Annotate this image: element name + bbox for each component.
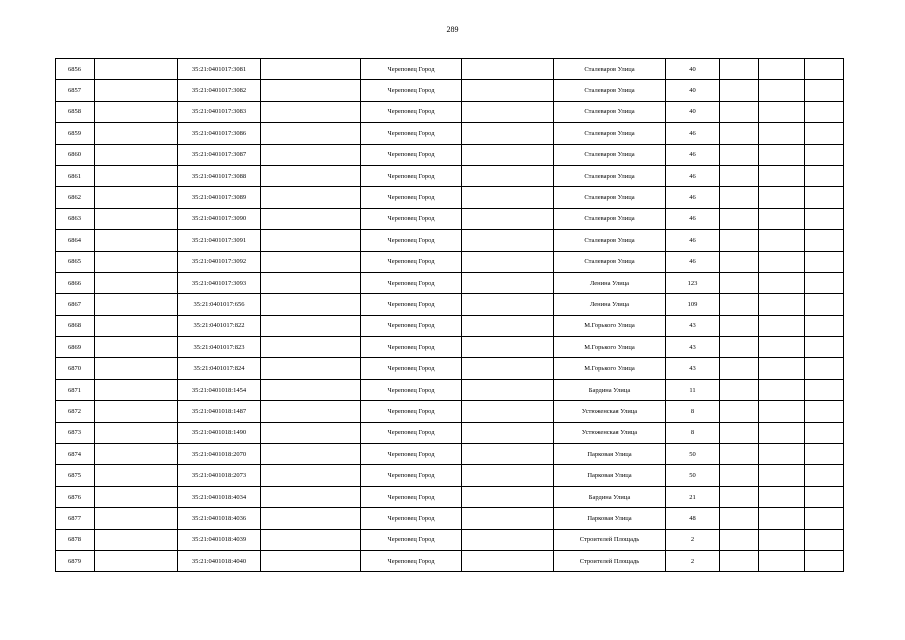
empty-cell <box>805 529 844 550</box>
table-row <box>56 315 844 336</box>
empty-cell <box>95 508 178 529</box>
cadastral-number-cell: 35:21:0401018:4036 <box>178 508 261 529</box>
empty-cell <box>462 59 554 80</box>
empty-cell <box>261 123 361 144</box>
empty-cell <box>720 508 759 529</box>
row-number-cell: 6879 <box>56 550 95 571</box>
empty-cell <box>261 101 361 122</box>
empty-cell <box>95 315 178 336</box>
empty-cell <box>805 165 844 186</box>
city-cell: Череповец Город <box>361 59 462 80</box>
empty-cell <box>95 144 178 165</box>
empty-cell <box>720 230 759 251</box>
empty-cell <box>805 251 844 272</box>
street-cell: Ленина Улица <box>554 294 666 315</box>
empty-cell <box>261 401 361 422</box>
row-number-cell: 6859 <box>56 123 95 144</box>
street-cell: Устюженская Улица <box>554 422 666 443</box>
empty-cell <box>95 465 178 486</box>
empty-cell <box>95 337 178 358</box>
city-cell: Череповец Город <box>361 508 462 529</box>
empty-cell <box>95 379 178 400</box>
empty-cell <box>720 379 759 400</box>
empty-cell <box>261 59 361 80</box>
table-row <box>56 294 844 315</box>
empty-cell <box>759 486 805 507</box>
table-row <box>56 508 844 529</box>
table-row <box>56 529 844 550</box>
empty-cell <box>95 123 178 144</box>
empty-cell <box>720 80 759 101</box>
street-cell: Сталеваров Улица <box>554 208 666 229</box>
house-number-cell: 48 <box>666 508 720 529</box>
row-number-cell: 6862 <box>56 187 95 208</box>
empty-cell <box>759 101 805 122</box>
city-cell: Череповец Город <box>361 230 462 251</box>
empty-cell <box>805 294 844 315</box>
empty-cell <box>759 272 805 293</box>
city-cell: Череповец Город <box>361 529 462 550</box>
table-row <box>56 101 844 122</box>
house-number-cell: 46 <box>666 165 720 186</box>
empty-cell <box>805 208 844 229</box>
table-row <box>56 444 844 465</box>
empty-cell <box>720 251 759 272</box>
table-row <box>56 550 844 571</box>
street-cell: Бардина Улица <box>554 379 666 400</box>
empty-cell <box>462 315 554 336</box>
empty-cell <box>462 508 554 529</box>
cadastral-number-cell: 35:21:0401018:1490 <box>178 422 261 443</box>
table-row <box>56 59 844 80</box>
empty-cell <box>261 272 361 293</box>
cadastral-number-cell: 35:21:0401017:3088 <box>178 165 261 186</box>
empty-cell <box>805 508 844 529</box>
empty-cell <box>805 422 844 443</box>
city-cell: Череповец Город <box>361 401 462 422</box>
house-number-cell: 43 <box>666 358 720 379</box>
empty-cell <box>720 123 759 144</box>
street-cell: Парковая Улица <box>554 444 666 465</box>
cadastral-number-cell: 35:21:0401017:3081 <box>178 59 261 80</box>
empty-cell <box>720 272 759 293</box>
empty-cell <box>759 208 805 229</box>
empty-cell <box>720 550 759 571</box>
empty-cell <box>805 144 844 165</box>
house-number-cell: 46 <box>666 144 720 165</box>
house-number-cell: 8 <box>666 422 720 443</box>
street-cell: Сталеваров Улица <box>554 80 666 101</box>
empty-cell <box>95 550 178 571</box>
empty-cell <box>720 101 759 122</box>
page-number: 289 <box>446 25 459 34</box>
street-cell: Парковая Улица <box>554 465 666 486</box>
table-row <box>56 208 844 229</box>
cadastral-number-cell: 35:21:0401018:4040 <box>178 550 261 571</box>
street-cell: М.Горького Улица <box>554 315 666 336</box>
empty-cell <box>95 187 178 208</box>
city-cell: Череповец Город <box>361 187 462 208</box>
empty-cell <box>720 358 759 379</box>
empty-cell <box>95 294 178 315</box>
city-cell: Череповец Город <box>361 358 462 379</box>
cadastral-number-cell: 35:21:0401017:3086 <box>178 123 261 144</box>
cadastral-number-cell: 35:21:0401017:3089 <box>178 187 261 208</box>
registry-body <box>56 59 844 572</box>
street-cell: Парковая Улица <box>554 508 666 529</box>
table-row <box>56 379 844 400</box>
empty-cell <box>805 465 844 486</box>
cadastral-number-cell: 35:21:0401017:3083 <box>178 101 261 122</box>
row-number-cell: 6863 <box>56 208 95 229</box>
street-cell: Ленина Улица <box>554 272 666 293</box>
row-number-cell: 6865 <box>56 251 95 272</box>
empty-cell <box>95 401 178 422</box>
city-cell: Череповец Город <box>361 272 462 293</box>
empty-cell <box>261 379 361 400</box>
empty-cell <box>805 401 844 422</box>
cadastral-number-cell: 35:21:0401017:823 <box>178 337 261 358</box>
house-number-cell: 43 <box>666 315 720 336</box>
empty-cell <box>805 486 844 507</box>
table-row <box>56 422 844 443</box>
cadastral-number-cell: 35:21:0401017:3090 <box>178 208 261 229</box>
empty-cell <box>805 230 844 251</box>
street-cell: Устюженская Улица <box>554 401 666 422</box>
table-row <box>56 165 844 186</box>
house-number-cell: 2 <box>666 529 720 550</box>
empty-cell <box>462 337 554 358</box>
empty-cell <box>462 165 554 186</box>
city-cell: Череповец Город <box>361 337 462 358</box>
table-row <box>56 337 844 358</box>
row-number-cell: 6857 <box>56 80 95 101</box>
cadastral-number-cell: 35:21:0401017:822 <box>178 315 261 336</box>
empty-cell <box>759 230 805 251</box>
registry-table <box>55 58 844 572</box>
cadastral-number-cell: 35:21:0401018:2073 <box>178 465 261 486</box>
street-cell: Сталеваров Улица <box>554 144 666 165</box>
empty-cell <box>261 294 361 315</box>
empty-cell <box>720 59 759 80</box>
house-number-cell: 40 <box>666 59 720 80</box>
empty-cell <box>759 165 805 186</box>
empty-cell <box>462 101 554 122</box>
city-cell: Череповец Город <box>361 294 462 315</box>
empty-cell <box>95 80 178 101</box>
street-cell: Строителей Площадь <box>554 529 666 550</box>
empty-cell <box>805 80 844 101</box>
house-number-cell: 40 <box>666 80 720 101</box>
cadastral-number-cell: 35:21:0401017:824 <box>178 358 261 379</box>
empty-cell <box>95 251 178 272</box>
city-cell: Череповец Город <box>361 550 462 571</box>
row-number-cell: 6860 <box>56 144 95 165</box>
empty-cell <box>759 337 805 358</box>
street-cell: Сталеваров Улица <box>554 101 666 122</box>
empty-cell <box>759 529 805 550</box>
cadastral-number-cell: 35:21:0401018:1487 <box>178 401 261 422</box>
row-number-cell: 6878 <box>56 529 95 550</box>
street-cell: Бардина Улица <box>554 486 666 507</box>
cadastral-number-cell: 35:21:0401017:656 <box>178 294 261 315</box>
row-number-cell: 6874 <box>56 444 95 465</box>
empty-cell <box>759 144 805 165</box>
empty-cell <box>261 444 361 465</box>
empty-cell <box>261 529 361 550</box>
house-number-cell: 46 <box>666 123 720 144</box>
street-cell: М.Горького Улица <box>554 358 666 379</box>
empty-cell <box>805 101 844 122</box>
cadastral-number-cell: 35:21:0401018:4039 <box>178 529 261 550</box>
city-cell: Череповец Город <box>361 422 462 443</box>
row-number-cell: 6866 <box>56 272 95 293</box>
empty-cell <box>462 358 554 379</box>
empty-cell <box>261 251 361 272</box>
empty-cell <box>261 422 361 443</box>
city-cell: Череповец Город <box>361 165 462 186</box>
empty-cell <box>261 550 361 571</box>
row-number-cell: 6877 <box>56 508 95 529</box>
street-cell: Сталеваров Улица <box>554 123 666 144</box>
row-number-cell: 6873 <box>56 422 95 443</box>
empty-cell <box>805 358 844 379</box>
empty-cell <box>759 379 805 400</box>
empty-cell <box>805 444 844 465</box>
empty-cell <box>805 59 844 80</box>
empty-cell <box>261 315 361 336</box>
cadastral-number-cell: 35:21:0401017:3082 <box>178 80 261 101</box>
city-cell: Череповец Город <box>361 144 462 165</box>
row-number-cell: 6871 <box>56 379 95 400</box>
table-row <box>56 251 844 272</box>
empty-cell <box>759 59 805 80</box>
empty-cell <box>720 486 759 507</box>
empty-cell <box>261 337 361 358</box>
empty-cell <box>462 80 554 101</box>
street-cell: Сталеваров Улица <box>554 165 666 186</box>
empty-cell <box>462 486 554 507</box>
house-number-cell: 11 <box>666 379 720 400</box>
house-number-cell: 50 <box>666 465 720 486</box>
empty-cell <box>720 165 759 186</box>
empty-cell <box>462 444 554 465</box>
empty-cell <box>462 401 554 422</box>
street-cell: М.Горького Улица <box>554 337 666 358</box>
row-number-cell: 6876 <box>56 486 95 507</box>
empty-cell <box>720 401 759 422</box>
empty-cell <box>261 187 361 208</box>
table-row <box>56 486 844 507</box>
row-number-cell: 6872 <box>56 401 95 422</box>
table-row <box>56 358 844 379</box>
empty-cell <box>759 401 805 422</box>
street-cell: Строителей Площадь <box>554 550 666 571</box>
house-number-cell: 46 <box>666 187 720 208</box>
city-cell: Череповец Город <box>361 486 462 507</box>
city-cell: Череповец Город <box>361 101 462 122</box>
city-cell: Череповец Город <box>361 465 462 486</box>
city-cell: Череповец Город <box>361 251 462 272</box>
table-row <box>56 230 844 251</box>
empty-cell <box>759 444 805 465</box>
row-number-cell: 6875 <box>56 465 95 486</box>
row-number-cell: 6867 <box>56 294 95 315</box>
empty-cell <box>462 529 554 550</box>
table-row <box>56 123 844 144</box>
empty-cell <box>462 187 554 208</box>
empty-cell <box>462 294 554 315</box>
cadastral-number-cell: 35:21:0401017:3087 <box>178 144 261 165</box>
house-number-cell: 2 <box>666 550 720 571</box>
empty-cell <box>720 529 759 550</box>
house-number-cell: 46 <box>666 251 720 272</box>
street-cell: Сталеваров Улица <box>554 230 666 251</box>
empty-cell <box>462 272 554 293</box>
empty-cell <box>95 422 178 443</box>
empty-cell <box>805 315 844 336</box>
empty-cell <box>759 550 805 571</box>
empty-cell <box>759 358 805 379</box>
city-cell: Череповец Город <box>361 123 462 144</box>
city-cell: Череповец Город <box>361 444 462 465</box>
empty-cell <box>95 358 178 379</box>
empty-cell <box>462 465 554 486</box>
row-number-cell: 6870 <box>56 358 95 379</box>
street-cell: Сталеваров Улица <box>554 187 666 208</box>
empty-cell <box>720 294 759 315</box>
empty-cell <box>805 272 844 293</box>
table-row <box>56 272 844 293</box>
house-number-cell: 46 <box>666 230 720 251</box>
cadastral-number-cell: 35:21:0401017:3093 <box>178 272 261 293</box>
empty-cell <box>720 144 759 165</box>
empty-cell <box>261 508 361 529</box>
row-number-cell: 6864 <box>56 230 95 251</box>
house-number-cell: 123 <box>666 272 720 293</box>
house-number-cell: 46 <box>666 208 720 229</box>
row-number-cell: 6868 <box>56 315 95 336</box>
house-number-cell: 50 <box>666 444 720 465</box>
empty-cell <box>759 465 805 486</box>
empty-cell <box>805 379 844 400</box>
empty-cell <box>462 550 554 571</box>
city-cell: Череповец Город <box>361 379 462 400</box>
city-cell: Череповец Город <box>361 208 462 229</box>
row-number-cell: 6858 <box>56 101 95 122</box>
house-number-cell: 43 <box>666 337 720 358</box>
empty-cell <box>261 358 361 379</box>
empty-cell <box>720 208 759 229</box>
empty-cell <box>720 465 759 486</box>
house-number-cell: 8 <box>666 401 720 422</box>
table-row <box>56 465 844 486</box>
empty-cell <box>720 444 759 465</box>
city-cell: Череповец Город <box>361 315 462 336</box>
cadastral-number-cell: 35:21:0401017:3092 <box>178 251 261 272</box>
empty-cell <box>759 422 805 443</box>
empty-cell <box>462 422 554 443</box>
empty-cell <box>261 230 361 251</box>
cadastral-number-cell: 35:21:0401018:4034 <box>178 486 261 507</box>
empty-cell <box>261 208 361 229</box>
cadastral-number-cell: 35:21:0401017:3091 <box>178 230 261 251</box>
empty-cell <box>759 187 805 208</box>
table-row <box>56 80 844 101</box>
table-row <box>56 187 844 208</box>
empty-cell <box>95 165 178 186</box>
empty-cell <box>462 208 554 229</box>
empty-cell <box>95 272 178 293</box>
empty-cell <box>720 422 759 443</box>
empty-cell <box>759 80 805 101</box>
empty-cell <box>805 550 844 571</box>
empty-cell <box>462 379 554 400</box>
empty-cell <box>95 444 178 465</box>
empty-cell <box>261 465 361 486</box>
table-row <box>56 401 844 422</box>
empty-cell <box>261 165 361 186</box>
empty-cell <box>805 187 844 208</box>
street-cell: Сталеваров Улица <box>554 251 666 272</box>
empty-cell <box>805 123 844 144</box>
empty-cell <box>759 508 805 529</box>
empty-cell <box>95 101 178 122</box>
table-row <box>56 144 844 165</box>
house-number-cell: 109 <box>666 294 720 315</box>
empty-cell <box>462 123 554 144</box>
empty-cell <box>720 337 759 358</box>
empty-cell <box>805 337 844 358</box>
empty-cell <box>759 123 805 144</box>
cadastral-number-cell: 35:21:0401018:2070 <box>178 444 261 465</box>
house-number-cell: 21 <box>666 486 720 507</box>
empty-cell <box>759 315 805 336</box>
empty-cell <box>720 187 759 208</box>
row-number-cell: 6869 <box>56 337 95 358</box>
row-number-cell: 6856 <box>56 59 95 80</box>
cadastral-number-cell: 35:21:0401018:1454 <box>178 379 261 400</box>
empty-cell <box>95 59 178 80</box>
empty-cell <box>95 529 178 550</box>
empty-cell <box>720 315 759 336</box>
empty-cell <box>462 230 554 251</box>
row-number-cell: 6861 <box>56 165 95 186</box>
city-cell: Череповец Город <box>361 80 462 101</box>
empty-cell <box>95 486 178 507</box>
empty-cell <box>95 230 178 251</box>
house-number-cell: 40 <box>666 101 720 122</box>
empty-cell <box>261 144 361 165</box>
street-cell: Сталеваров Улица <box>554 59 666 80</box>
empty-cell <box>759 251 805 272</box>
empty-cell <box>462 251 554 272</box>
empty-cell <box>261 486 361 507</box>
empty-cell <box>95 208 178 229</box>
empty-cell <box>759 294 805 315</box>
empty-cell <box>462 144 554 165</box>
empty-cell <box>261 80 361 101</box>
